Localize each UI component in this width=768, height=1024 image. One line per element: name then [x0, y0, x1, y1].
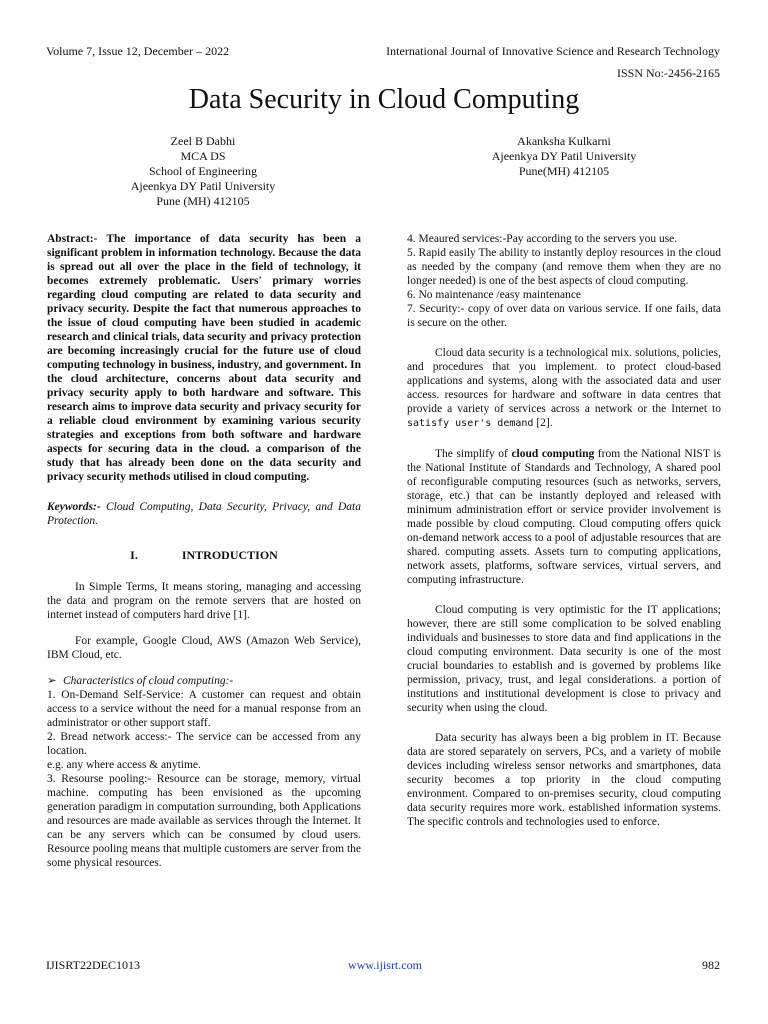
characteristics-title: Characteristics of cloud computing:- [63, 675, 234, 687]
abstract: Abstract:- The importance of data security has been a significant problem in information technology. Because the data is spread out all over the place in the field of technology, it becomes extremely problematic. Users' primary worries regarding cloud computing are related to data security and privacy security. Despite the fact that numerous approaches to the issue of cloud computing have been studied in academic research and clinical trials, data security and privacy protection are becoming increasingly crucial for the future use of cloud computing technology in business, industry, and government. In the cloud architecture, concerns about data security and privacy security apply to both hardware and software. This research aims to improve data security and privacy security for a reliable cloud environment by examining various security strategies and exceptions from both software and hardware aspects for securing data in the cloud. a comparison of the study that has already been done on the data security and privacy security methods utilised in cloud computing. [47, 233, 361, 483]
left-column [47, 232, 361, 870]
section-number: I. [130, 548, 138, 562]
inline-code: satisfy user's demand [407, 418, 534, 429]
author-2-university: Ajeenkya DY Patil University [491, 149, 637, 163]
intro-paragraph-1: In Simple Terms, It means storing, managing and accessing the data and program on the remote servers that are hosted on internet instead of computers hard drive [1]. [47, 581, 361, 621]
author-1-degree: MCA DS [180, 149, 226, 163]
author-2-location: Pune(MH) 412105 [518, 164, 610, 178]
paper-title: Data Security in Cloud Computing [188, 84, 580, 115]
author-1-school: School of Engineering [149, 164, 257, 178]
list-item: e.g. any where access & anytime. [47, 759, 201, 771]
list-item: 2. Bread network access:- The service can be accessed from any location. [47, 731, 361, 757]
issn: ISSN No:-2456-2165 [616, 66, 720, 80]
journal-name: International Journal of Innovative Science and Research Technology [386, 44, 720, 58]
body-paragraph-2 [407, 447, 721, 587]
body-paragraph-1 [407, 346, 721, 431]
right-column [407, 232, 721, 829]
journal-link[interactable]: www.ijisrt.com [348, 958, 422, 972]
author-1-location: Pune (MH) 412105 [156, 194, 250, 208]
author-1-name: Zeel B Dabhi [170, 134, 236, 148]
paper-id: IJISRT22DEC1013 [46, 958, 140, 972]
author-1-university: Ajeenkya DY Patil University [130, 179, 276, 193]
body-paragraph-3: Cloud computing is very optimistic for the IT applications; however, there are still some complication to be solved enabling individuals and businesses to store data and find applications in the cloud computing environment. Data security is one of the most crucial boundaries to establish and is governed by problems like permission, privacy, trust, and legal considerations. a portion of institutions and institutional development is close to privacy and security when using the cloud. [407, 604, 721, 714]
list-item: 5. Rapid easily The ability to instantly deploy resources in the cloud as needed by the company (and remove them when they are no longer needed) is one of the best aspects of cloud computing. [407, 247, 721, 287]
paragraph-text: from the National NIST is the National Institute of Standards and Technology, A shared pool of reconfigurable computing resources (such as networks, servers, storage, etc.) that can be instantly deployed and released with minimum administration effort or service provider involvement is made possible by cloud computing. Cloud computing offers quick on-demand network access to a pool of adjustable resources that are shared. computing assets. Assets turn to computing applications, network assets, platforms, software services, virtual servers, and computing infrastructure. [407, 448, 721, 586]
author-2-name: Akanksha Kulkarni [517, 134, 611, 148]
keywords-label: Keywords:- [47, 501, 101, 513]
arrow-bullet-icon: ➢ [47, 675, 57, 687]
keywords [47, 500, 361, 528]
author-block-2 [444, 134, 684, 179]
section-title: INTRODUCTION [181, 548, 278, 562]
list-item: 4. Meaured services:-Pay according to the servers you use. [407, 233, 678, 245]
paragraph-text: The simplify of [435, 448, 508, 460]
section-heading [47, 548, 361, 562]
characteristics-heading [47, 674, 361, 688]
body-paragraph-4: Data security has always been a big problem in IT. Because data are stored separately on servers, PCs, and a variety of mobile devices including wireless sensor networks and smartphones, data security becomes a top priority in the cloud computing environment. Compared to on-premises security, cloud computing data security requires more work. established information systems. The specific controls and technologies used to enforce. [407, 732, 721, 828]
page-number: 982 [702, 958, 720, 972]
citation: [2]. [536, 417, 553, 429]
volume-info: Volume 7, Issue 12, December – 2022 [46, 44, 230, 58]
list-item: 7. Security:- copy of over data on various service. If one fails, data is secure on the other. [407, 303, 721, 329]
bold-term: cloud computing [511, 448, 595, 460]
list-item: 1. On-Demand Self-Service: A customer can request and obtain access to a service without the need for a manual response from an administrator or other support staff. [47, 689, 361, 729]
paragraph-text: Cloud data security is a technological mix. solutions, policies, and procedures that you implement. to protect cloud-based applications and systems, along with the associated data and user access. resources for hardware and software in data centres that provide a variety of services across a network or the Internet to [407, 347, 721, 415]
author-block-1 [83, 134, 323, 209]
keywords-text: Cloud Computing, Data Security, Privacy, and Data Protection. [47, 501, 361, 527]
list-item: 6. No maintenance /easy maintenance [407, 289, 582, 301]
list-item: 3. Resourse pooling:- Resource can be storage, memory, virtual machine. computing has been envisioned as the upcoming generation paradigm in computation surrounding, both Applications and resources are made available as services through the Internet. It can be any servers which can be consumed by cloud users. Resource pooling means that multiple customers are server from the some physical resources. [47, 773, 361, 869]
intro-paragraph-2: For example, Google Cloud, AWS (Amazon Web Service), IBM Cloud, etc. [47, 635, 361, 661]
